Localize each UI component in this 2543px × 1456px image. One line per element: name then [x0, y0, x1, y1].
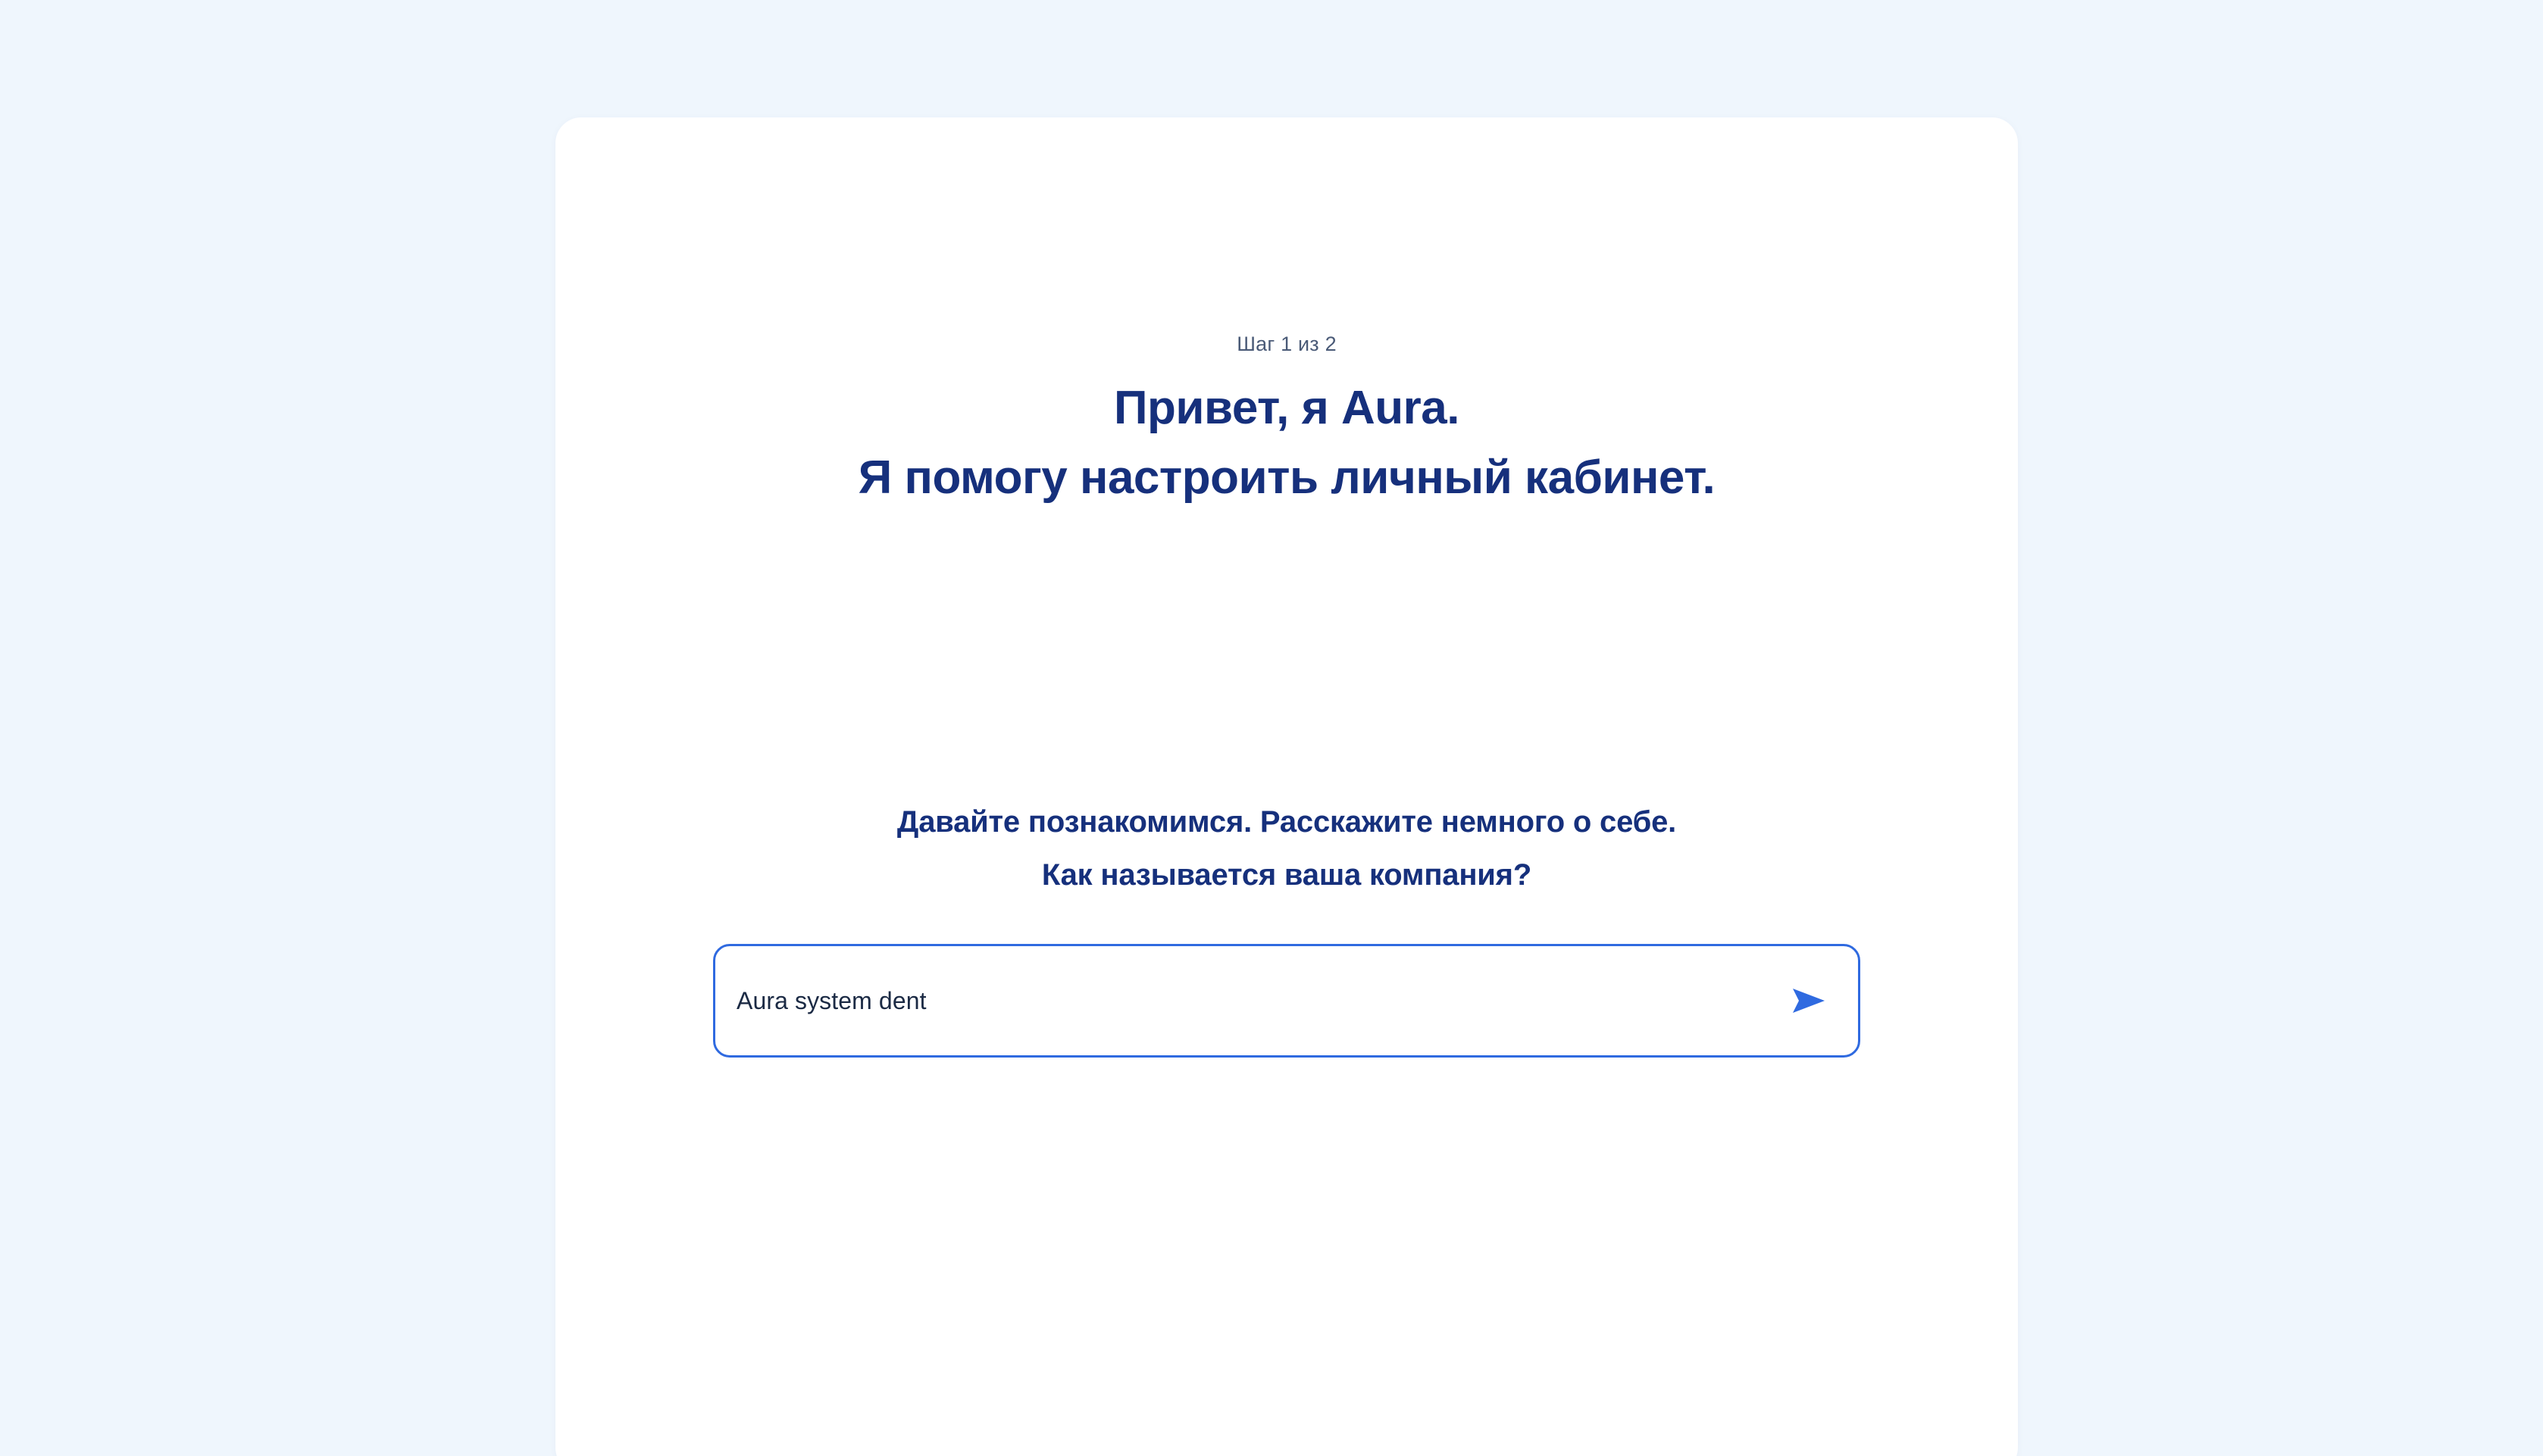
send-button[interactable] [1782, 974, 1835, 1027]
prompt-text [555, 795, 2018, 901]
page-title-line-1: Привет, я Aura. [1113, 382, 1460, 434]
send-icon [1791, 986, 1826, 1016]
company-name-input[interactable] [737, 946, 1782, 1055]
page-title [555, 373, 2018, 513]
prompt-line-1: Давайте познакомимся. Расскажите немного о себе. [896, 805, 1677, 839]
step-indicator: Шаг 1 из 2 [1237, 333, 1337, 355]
company-input-container[interactable] [713, 944, 1860, 1058]
onboarding-card [555, 117, 2018, 1456]
page-title-line-2: Я помогу настроить личный кабинет. [858, 451, 1716, 504]
prompt-line-2: Как называется ваша компания? [1041, 858, 1532, 892]
